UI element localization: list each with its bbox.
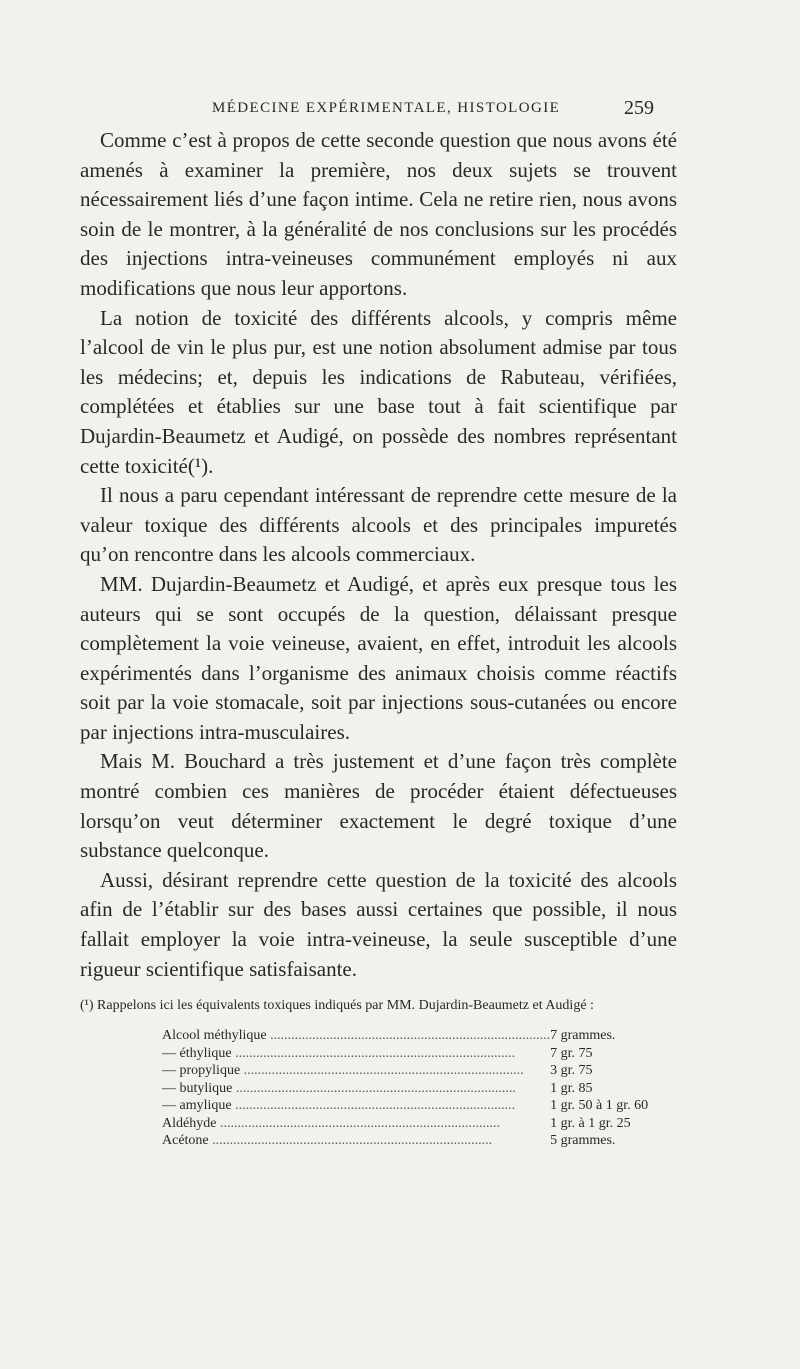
footnote — [76, 997, 680, 1150]
paragraph: Mais M. Bouchard a très justement et d’une façon très complète montré combien ces manières de procéder étaient défectueuses lorsqu’on veut déterminer exactement le degré toxique d’une substance quelconque. — [80, 749, 677, 863]
footnote-intro: (¹) Rappelons ici les équivalents toxiques indiqués par MM. Dujardin-Beaumetz et Audigé : — [80, 998, 594, 1013]
body-text — [80, 126, 677, 984]
leader-dots: ................................................................................ — [231, 1045, 516, 1061]
row-value: 7 gr. 75 — [550, 1045, 593, 1061]
table-row — [162, 1080, 648, 1098]
table-row — [162, 1045, 648, 1063]
table-row — [162, 1097, 648, 1115]
leader-dots: ................................................................................ — [240, 1063, 524, 1078]
table-row — [162, 1027, 648, 1045]
running-title: MÉDECINE EXPÉRIMENTALE, HISTOLOGIE — [212, 100, 561, 116]
leader-dots: ................................................................................ — [266, 1028, 551, 1043]
paragraph: Comme c’est à propos de cette seconde question que nous avons été amenés à examiner la première, nos deux sujets se trouvent nécessairement liés d’une façon intime. Cela ne retire rien, nous avons soin de le montrer, à la généralité de nos conclusions sur les procédés des injections intra-veineuses communément employés ni aux modifications que nous leur apportons. — [80, 128, 677, 300]
row-value: 1 gr. 85 — [550, 1080, 593, 1096]
leader-dots: ................................................................................ — [232, 1080, 516, 1096]
row-value: 1 gr. à 1 gr. 25 — [550, 1115, 631, 1131]
row-value: 3 gr. 75 — [550, 1063, 593, 1078]
paragraph: MM. Dujardin-Beaumetz et Audigé, et après eux presque tous les auteurs qui se sont occupés de la question, délaissant presque complètement la voie veineuse, avaient, en effet, introduit les alcools expérimentés dans l’organisme des animaux choisis comme réactifs soit par la voie stomacale, soit par injections sous-cutanées ou encore par injections intra-musculaires. — [80, 571, 677, 744]
row-label: Alcool méthylique — [162, 1028, 267, 1043]
row-label: Aldéhyde — [162, 1115, 217, 1131]
row-label: Acétone — [162, 1133, 209, 1148]
row-value: 7 grammes. — [550, 1028, 616, 1043]
row-label: — éthylique — [162, 1045, 232, 1061]
row-value: 5 grammes. — [550, 1133, 616, 1148]
paragraph: Aussi, désirant reprendre cette question de la toxicité des alcools afin de l’établir sur des bases aussi certaines que possible, il nous fallait employer la voie intra-veineuse, la seule susceptible d’une rigueur scientifique satisfaisante. — [80, 867, 677, 981]
table-row — [162, 1132, 648, 1150]
leader-dots: ................................................................................ — [231, 1098, 516, 1113]
row-label: — butylique — [162, 1080, 233, 1096]
page-header — [212, 97, 654, 122]
table-row — [162, 1115, 648, 1133]
table-row — [162, 1062, 648, 1080]
leader-dots: ................................................................................ — [216, 1115, 500, 1131]
paragraph: Il nous a paru cependant intéressant de reprendre cette mesure de la valeur toxique des différents alcools et des principales impuretés qu’on rencontre dans les alcools commerciaux. — [80, 483, 677, 567]
page-number: 259 — [624, 97, 654, 119]
toxicity-table — [162, 1027, 648, 1150]
row-value: 1 gr. 50 à 1 gr. 60 — [550, 1098, 649, 1113]
leader-dots: ................................................................................ — [208, 1133, 493, 1148]
row-label: — amylique — [162, 1098, 232, 1113]
paragraph: La notion de toxicité des différents alcools, y compris même l’alcool de vin le plus pur, est une notion absolument admise par tous les médecins; et, depuis les indications de Rabuteau, vérifiées, complétées et établies sur une base tout à fait scientifique par Dujardin-Beaumetz et Audigé, on possède des nombres représentant cette toxicité(¹). — [80, 305, 677, 478]
row-label: — propylique — [162, 1063, 241, 1078]
